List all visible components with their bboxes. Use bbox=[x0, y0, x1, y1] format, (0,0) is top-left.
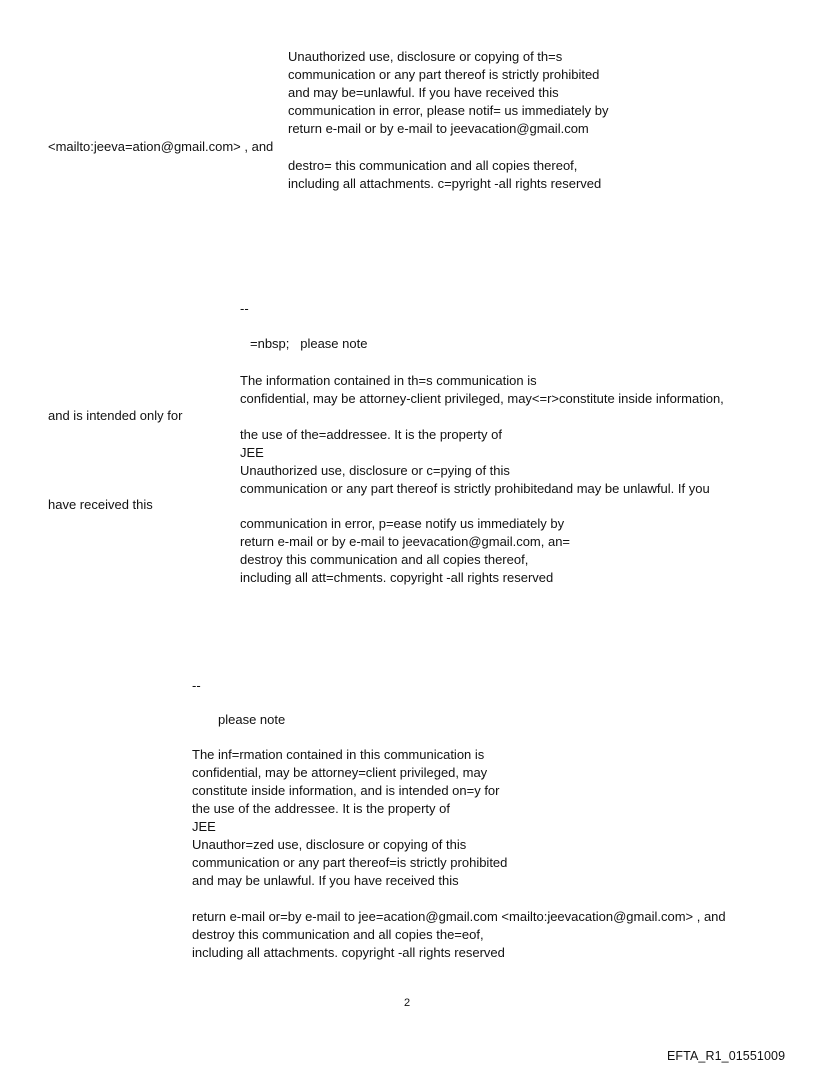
text-line: return e-mail or=by e-mail to jee=acation@gmail.com <mailto:jeevacation@gmail.com> , and bbox=[192, 909, 726, 924]
section1-paragraph-b bbox=[288, 157, 601, 193]
text-line: JEE bbox=[240, 445, 264, 460]
text-line: including all attachments. copyright -all rights reserved bbox=[192, 945, 505, 960]
text-line: destro= this communication and all copies thereof, bbox=[288, 158, 578, 173]
text-line: confidential, may be attorney=client privileged, may bbox=[192, 765, 488, 780]
text-line: communication or any part thereof is strictly prohibited bbox=[288, 67, 600, 82]
text-line: Unauthorized use, disclosure or copying of th=s bbox=[288, 49, 563, 64]
text-line: communication or any part thereof=is strictly prohibited bbox=[192, 855, 508, 870]
document-id: EFTA_R1_01551009 bbox=[667, 1049, 786, 1063]
text-line: Unauthorized use, disclosure or c=pying of this bbox=[240, 463, 510, 478]
text-line: including all att=chments. copyright -all rights reserved bbox=[240, 570, 554, 585]
text-line: return e-mail or by e-mail to jeevacation@gmail.com, an= bbox=[240, 534, 571, 549]
wrapped-line: have received this bbox=[48, 497, 153, 512]
section3-paragraph bbox=[192, 746, 507, 890]
text-line: The information contained in th=s communication is bbox=[240, 373, 537, 388]
separator: -- bbox=[192, 678, 201, 693]
text-line: JEE bbox=[192, 819, 216, 834]
text-line: communication in error, p=ease notify us immediately by bbox=[240, 516, 565, 531]
page-number: 2 bbox=[404, 997, 411, 1009]
please-note: =nbsp; please note bbox=[250, 336, 368, 351]
text-line: the use of the addressee. It is the property of bbox=[192, 801, 450, 816]
text-line: The inf=rmation contained in this communication is bbox=[192, 747, 485, 762]
section2-paragraph-mid bbox=[240, 426, 710, 498]
text-line: Unauthor=zed use, disclosure or copying of this bbox=[192, 837, 467, 852]
text-line: communication or any part thereof is strictly prohibitedand may be unlawful. If you bbox=[240, 481, 710, 496]
section3-paragraph-end bbox=[192, 908, 726, 962]
text-line: constitute inside information, and is intended on=y for bbox=[192, 783, 500, 798]
text-line: and may be=unlawful. If you have received this bbox=[288, 85, 559, 100]
section1-paragraph-a bbox=[288, 48, 608, 138]
mailto-line: <mailto:jeeva=ation@gmail.com> , and bbox=[48, 139, 274, 154]
text-line: destroy this communication and all copies the=eof, bbox=[192, 927, 484, 942]
separator: -- bbox=[240, 301, 249, 316]
text-line: and may be unlawful. If you have received this bbox=[192, 873, 459, 888]
text-line: destroy this communication and all copies thereof, bbox=[240, 552, 529, 567]
text-line: the use of the=addressee. It is the property of bbox=[240, 427, 502, 442]
wrapped-line: and is intended only for bbox=[48, 408, 183, 423]
text-line: return e-mail or by e-mail to jeevacation@gmail.com bbox=[288, 121, 589, 136]
text-line: communication in error, please notif= us immediately by bbox=[288, 103, 609, 118]
text-line: confidential, may be attorney-client privileged, may<=r>constitute inside information, bbox=[240, 391, 724, 406]
text-line: including all attachments. c=pyright -all rights reserved bbox=[288, 176, 602, 191]
please-note: please note bbox=[218, 712, 286, 727]
section2-paragraph-end bbox=[240, 515, 570, 587]
